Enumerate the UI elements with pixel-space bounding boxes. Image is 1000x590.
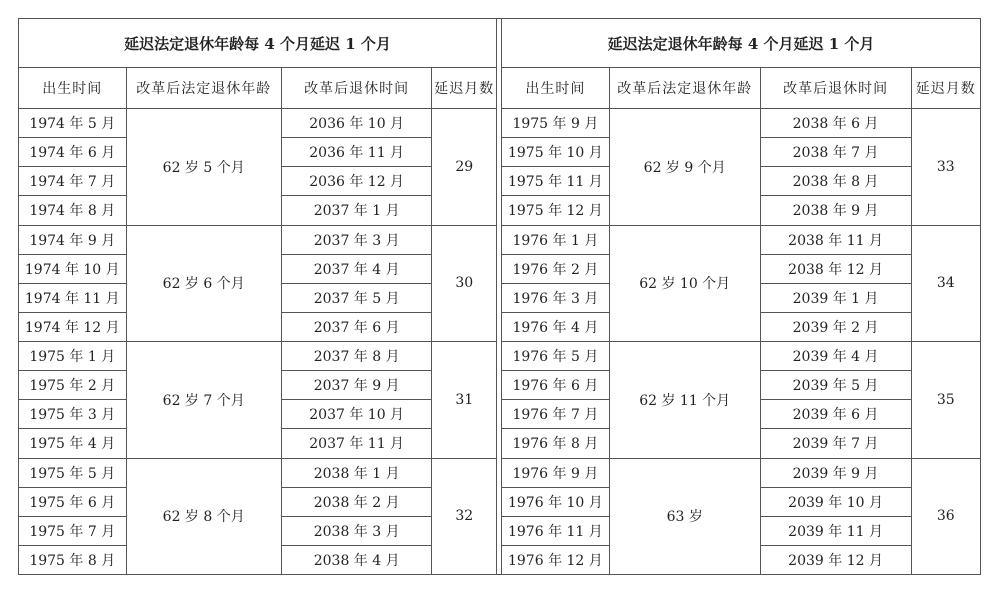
birth-time-cell: 1975 年 2 月: [19, 371, 127, 400]
retirement-time-cell: 2037 年 4 月: [281, 254, 432, 283]
header-retirement-time: 改革后退休时间: [760, 68, 911, 109]
retirement-age-cell: 62 岁 5 个月: [126, 109, 281, 226]
retirement-time-cell: 2036 年 12 月: [281, 167, 432, 196]
retirement-time-cell: 2039 年 7 月: [760, 429, 911, 458]
table-row: [19, 109, 497, 138]
birth-time-cell: 1976 年 2 月: [502, 254, 610, 283]
birth-time-cell: 1976 年 1 月: [502, 225, 610, 254]
retirement-time-cell: 2039 年 6 月: [760, 400, 911, 429]
table-title: 延迟法定退休年龄每 4 个月延迟 1 个月: [19, 19, 497, 68]
retirement-time-cell: 2038 年 1 月: [281, 458, 432, 487]
delay-months-cell: 35: [911, 342, 980, 459]
retirement-age-cell: 62 岁 11 个月: [609, 342, 760, 459]
retirement-time-cell: 2037 年 5 月: [281, 283, 432, 312]
retirement-time-cell: 2039 年 5 月: [760, 371, 911, 400]
birth-time-cell: 1975 年 7 月: [19, 516, 127, 545]
table-row: [502, 342, 981, 371]
retirement-time-cell: 2038 年 4 月: [281, 545, 432, 574]
birth-time-cell: 1975 年 8 月: [19, 545, 127, 574]
retirement-time-cell: 2038 年 12 月: [760, 254, 911, 283]
retirement-table-left: [18, 18, 497, 575]
retirement-time-cell: 2037 年 11 月: [281, 429, 432, 458]
birth-time-cell: 1975 年 1 月: [19, 342, 127, 371]
retirement-time-cell: 2039 年 2 月: [760, 312, 911, 341]
retirement-time-cell: 2037 年 9 月: [281, 371, 432, 400]
table-body: [19, 109, 497, 575]
retirement-age-cell: 62 岁 10 个月: [609, 225, 760, 342]
header-retirement-age: 改革后法定退休年龄: [126, 68, 281, 109]
header-retirement-time: 改革后退休时间: [281, 68, 432, 109]
retirement-age-cell: 62 岁 7 个月: [126, 342, 281, 459]
retirement-age-cell: 62 岁 8 个月: [126, 458, 281, 575]
table-title: 延迟法定退休年龄每 4 个月延迟 1 个月: [502, 19, 981, 68]
table-row: [19, 342, 497, 371]
retirement-table-right: [501, 18, 981, 575]
birth-time-cell: 1975 年 11 月: [502, 167, 610, 196]
retirement-time-cell: 2036 年 10 月: [281, 109, 432, 138]
retirement-age-cell: 62 岁 6 个月: [126, 225, 281, 342]
retirement-time-cell: 2038 年 7 月: [760, 138, 911, 167]
birth-time-cell: 1974 年 5 月: [19, 109, 127, 138]
table-body: [502, 109, 981, 575]
header-birth-time: 出生时间: [502, 68, 610, 109]
table-row: [502, 458, 981, 487]
birth-time-cell: 1974 年 8 月: [19, 196, 127, 225]
header-delay-months: 延迟月数: [911, 68, 980, 109]
delay-months-cell: 33: [911, 109, 980, 226]
birth-time-cell: 1974 年 6 月: [19, 138, 127, 167]
birth-time-cell: 1974 年 9 月: [19, 225, 127, 254]
table-row: [502, 109, 981, 138]
retirement-time-cell: 2038 年 9 月: [760, 196, 911, 225]
birth-time-cell: 1974 年 12 月: [19, 312, 127, 341]
retirement-age-cell: 63 岁: [609, 458, 760, 575]
retirement-time-cell: 2038 年 6 月: [760, 109, 911, 138]
retirement-time-cell: 2037 年 8 月: [281, 342, 432, 371]
table-row: [19, 458, 497, 487]
birth-time-cell: 1975 年 4 月: [19, 429, 127, 458]
birth-time-cell: 1976 年 6 月: [502, 371, 610, 400]
birth-time-cell: 1975 年 3 月: [19, 400, 127, 429]
delay-months-cell: 32: [432, 458, 497, 575]
birth-time-cell: 1975 年 10 月: [502, 138, 610, 167]
table: [501, 18, 981, 575]
delay-months-cell: 30: [432, 225, 497, 342]
birth-time-cell: 1974 年 11 月: [19, 283, 127, 312]
retirement-time-cell: 2038 年 11 月: [760, 225, 911, 254]
retirement-time-cell: 2038 年 3 月: [281, 516, 432, 545]
header-delay-months: 延迟月数: [432, 68, 497, 109]
birth-time-cell: 1976 年 8 月: [502, 429, 610, 458]
birth-time-cell: 1976 年 3 月: [502, 283, 610, 312]
header-birth-time: 出生时间: [19, 68, 127, 109]
retirement-time-cell: 2039 年 12 月: [760, 545, 911, 574]
delay-months-cell: 34: [911, 225, 980, 342]
retirement-time-cell: 2039 年 10 月: [760, 487, 911, 516]
retirement-time-cell: 2039 年 9 月: [760, 458, 911, 487]
retirement-time-cell: 2039 年 4 月: [760, 342, 911, 371]
retirement-time-cell: 2037 年 10 月: [281, 400, 432, 429]
retirement-time-cell: 2037 年 3 月: [281, 225, 432, 254]
retirement-time-cell: 2038 年 8 月: [760, 167, 911, 196]
birth-time-cell: 1976 年 5 月: [502, 342, 610, 371]
birth-time-cell: 1976 年 10 月: [502, 487, 610, 516]
birth-time-cell: 1976 年 9 月: [502, 458, 610, 487]
birth-time-cell: 1974 年 7 月: [19, 167, 127, 196]
header-retirement-age: 改革后法定退休年龄: [609, 68, 760, 109]
birth-time-cell: 1975 年 12 月: [502, 196, 610, 225]
retirement-time-cell: 2039 年 11 月: [760, 516, 911, 545]
birth-time-cell: 1975 年 6 月: [19, 487, 127, 516]
birth-time-cell: 1976 年 7 月: [502, 400, 610, 429]
birth-time-cell: 1976 年 12 月: [502, 545, 610, 574]
birth-time-cell: 1975 年 5 月: [19, 458, 127, 487]
retirement-time-cell: 2038 年 2 月: [281, 487, 432, 516]
table: [18, 18, 497, 575]
retirement-time-cell: 2037 年 6 月: [281, 312, 432, 341]
retirement-age-cell: 62 岁 9 个月: [609, 109, 760, 226]
birth-time-cell: 1975 年 9 月: [502, 109, 610, 138]
table-row: [502, 225, 981, 254]
delay-months-cell: 36: [911, 458, 980, 575]
birth-time-cell: 1974 年 10 月: [19, 254, 127, 283]
birth-time-cell: 1976 年 4 月: [502, 312, 610, 341]
delay-months-cell: 31: [432, 342, 497, 459]
table-row: [19, 225, 497, 254]
delay-months-cell: 29: [432, 109, 497, 226]
retirement-time-cell: 2039 年 1 月: [760, 283, 911, 312]
retirement-time-cell: 2037 年 1 月: [281, 196, 432, 225]
birth-time-cell: 1976 年 11 月: [502, 516, 610, 545]
retirement-time-cell: 2036 年 11 月: [281, 138, 432, 167]
